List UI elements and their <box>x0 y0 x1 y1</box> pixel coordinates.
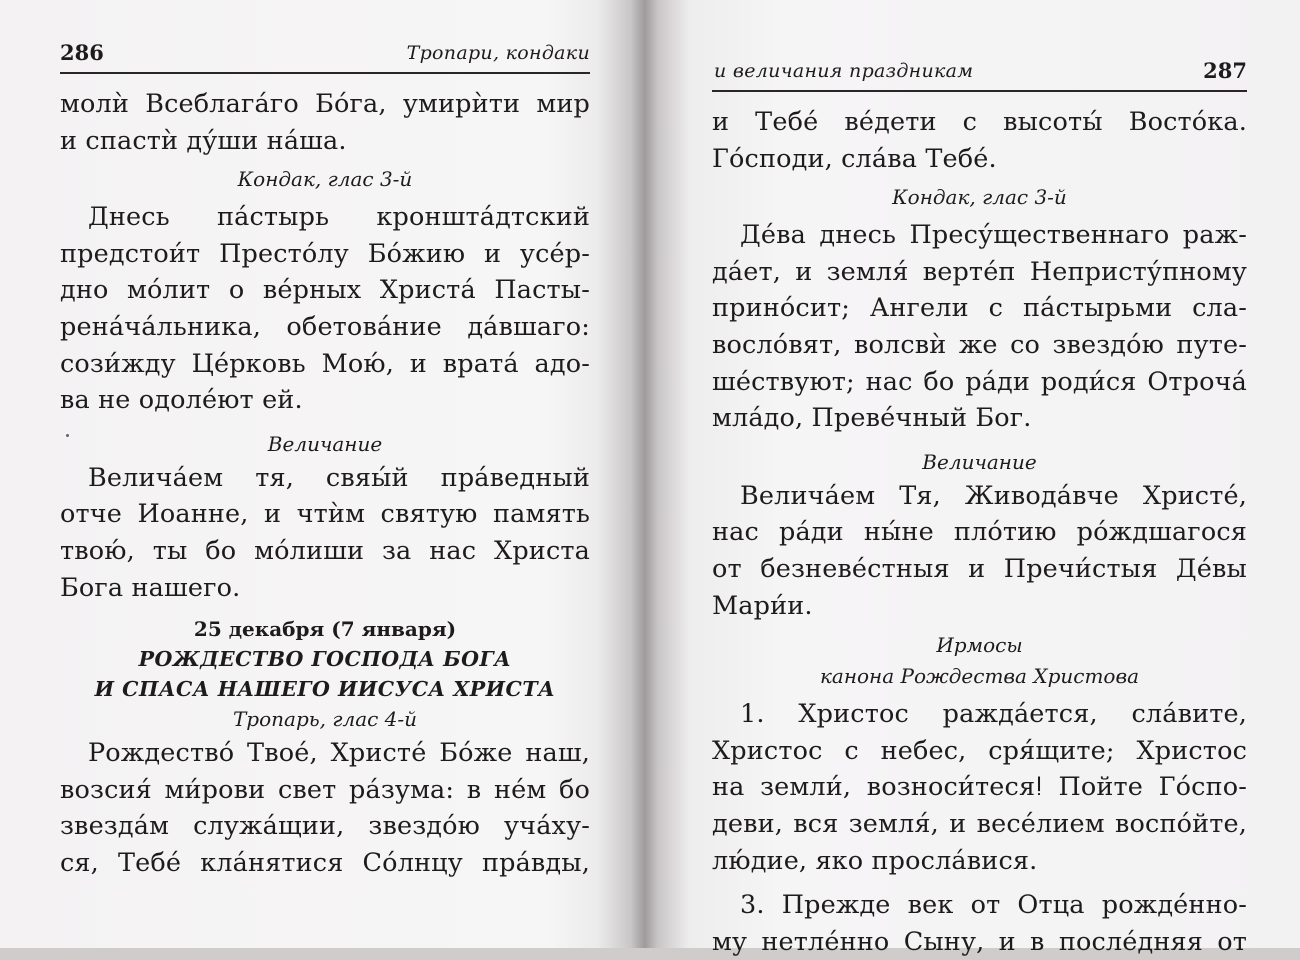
text-line: ше́ствуют; нас бо ра́ди роди́ся Отроча́ <box>712 366 1247 397</box>
text-line: вoсло́вят, волсвѝ же со звездо́ю путе- <box>712 329 1247 360</box>
text-line: Бога нашего. <box>60 572 241 603</box>
section-heading-kondak: Кондак, глас 3-й <box>237 167 413 192</box>
right-page-body <box>712 104 1247 960</box>
text-line: ва не одоле́ют ей. <box>60 385 303 416</box>
section-heading-irmos-sub: канона Рождества Христова <box>819 664 1140 689</box>
running-head: Тропари, кондаки <box>406 42 590 64</box>
text-line: дно мо́лит о ве́рных Христа́ Пасты- <box>60 275 590 306</box>
text-line: деви, вся земля́, и весе́лием воспо́йте, <box>712 808 1247 839</box>
text-line: лю́дие, яко просла́вися. <box>712 845 1038 876</box>
text-line: возсия́ ми́рови свет ра́зума: в не́м бо <box>60 774 590 805</box>
left-page-body <box>60 86 590 882</box>
text-line: отче Иоанне, и чтѝм святую память <box>60 499 590 530</box>
feast-date: 25 декабря (7 января) <box>193 617 457 642</box>
text-line: мла́до, Преве́чный Бог. <box>712 403 1032 434</box>
right-page-header <box>712 56 1247 92</box>
text-line: Мари́и. <box>712 590 813 621</box>
text-line: Го́споди, сла́ва Тебе́. <box>712 143 997 174</box>
left-page <box>60 0 590 948</box>
text-line: 1. Христос ражда́ется, сла́вите, <box>740 699 1247 730</box>
text-line: на земли́, возноси́тесяǃ Пойте Го́спо- <box>712 772 1247 803</box>
text-line: Де́ва днесь Пресу́щественнаго раж- <box>740 220 1247 251</box>
text-line: 3. Прежде век от Отца рожде́нно- <box>740 890 1247 921</box>
text-line: сози́жду Це́рковь Мою́, и врата́ адо- <box>60 348 590 379</box>
page-number: 286 <box>60 40 104 65</box>
page-number: 287 <box>1203 58 1247 83</box>
left-page-header <box>60 38 590 74</box>
section-heading-irmos: Ирмосы <box>936 633 1023 658</box>
text-line: нас ра́ди ны́не пло́тию ро́ждшагося <box>712 517 1247 548</box>
text-line: Велича́ем Тя, Живода́вче Христе́, <box>740 480 1247 511</box>
text-line: и Тебе́ ве́дети с высоты́ Восто́ка. <box>712 107 1247 137</box>
text-line: ся, Тебе́ кла́нятися Со́лнцу пра́вды, <box>60 847 590 878</box>
section-heading-troparion: Тропарь, глас 4-й <box>232 707 418 732</box>
text-line: да́ет, и земля́ верте́п Непристу́пному <box>712 256 1247 287</box>
text-line: и спастѝ ду́ши на́ша. <box>60 125 347 156</box>
text-line: твою́, ты бо мо́лиши за нас Христа <box>60 535 590 566</box>
text-line: Рождество́ Твое́, Христе́ Бо́же наш, <box>88 738 590 769</box>
text-line: му нетле́нно Сыну, и в после́дняя от <box>712 926 1247 957</box>
text-line: Днесь па́стырь кроншта́дтский <box>88 202 590 233</box>
feast-title: РОЖДЕСТВО ГОСПОДА БОГА <box>138 647 512 672</box>
text-line: прино́сит; Ангели с па́стырьми сла- <box>712 293 1247 324</box>
text-line: молѝ Всеблага́го Бо́га, умирѝти мир <box>60 89 590 119</box>
text-line: Христос с небес, сря́щите; Христос <box>712 735 1247 766</box>
feast-title: И СПАСА НАШЕГО ИИСУСА ХРИСТА <box>94 677 556 702</box>
right-page <box>712 0 1247 957</box>
text-line: предстои́т Престо́лу Бо́жию и усе́р- <box>60 238 590 269</box>
section-heading-kondak: Кондак, глас 3-й <box>892 185 1067 210</box>
section-heading-velichanie: Величание <box>922 449 1037 474</box>
text-line: рена́ча́льника, обетова́ние да́вшаго: <box>60 311 590 342</box>
text-line: от безневе́стныя и Пречи́стыя Де́вы <box>712 553 1247 584</box>
running-head: и величания праздникам <box>714 60 974 82</box>
text-line: звезда́м служа́щии, звездо́ю уча́ху- <box>60 811 590 842</box>
section-heading-velichanie: Величание <box>267 431 383 456</box>
text-line: Велича́ем тя, свяы́й пра́ведный <box>88 462 590 493</box>
